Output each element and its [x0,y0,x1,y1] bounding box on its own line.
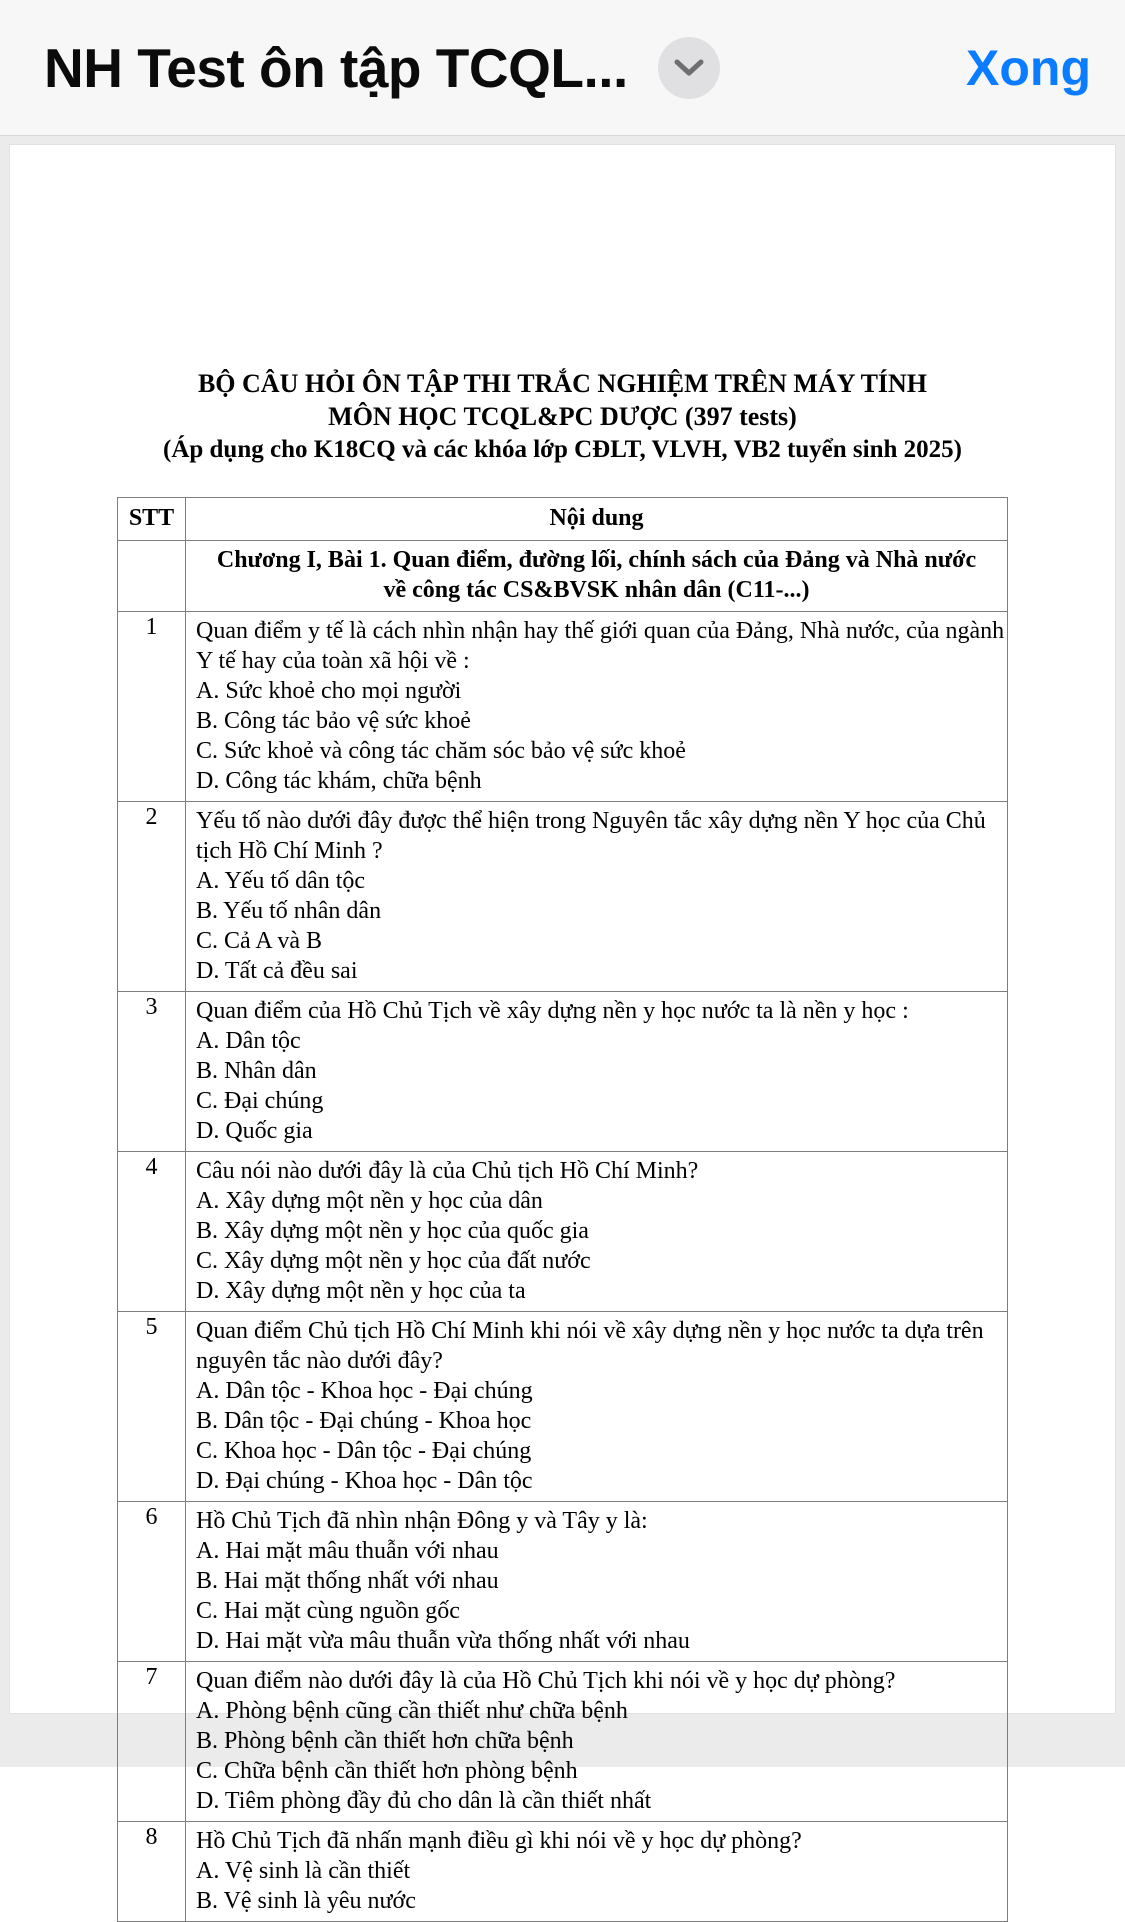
answer-option: B. Dân tộc - Đại chúng - Khoa học [196,1408,532,1434]
question-content-cell [186,802,1008,992]
question-number-cell: 1 [118,612,186,802]
question-number-cell: 6 [118,1502,186,1662]
question-number-cell: 7 [118,1662,186,1822]
answer-option: B. Công tác bảo vệ sức khoẻ [196,708,471,734]
document-scroll-area[interactable] [0,136,1125,1914]
answer-option: B. Vệ sinh là yêu nước [196,1888,416,1914]
answer-option: C. Cả A và B [196,928,323,954]
answer-option: A. Hai mặt mâu thuẫn với nhau [196,1538,499,1564]
answer-option: D. Quốc gia [196,1118,313,1144]
answer-option: C. Xây dựng một nền y học của đất nước [196,1248,591,1274]
table-header-row [118,498,1008,541]
question-number-cell: 4 [118,1152,186,1312]
question-text-line: nguyên tắc nào dưới đây? [196,1348,443,1374]
answer-option: D. Xây dựng một nền y học của ta [196,1278,526,1304]
answer-option: A. Yếu tố dân tộc [196,868,366,894]
question-text-line: Hồ Chủ Tịch đã nhìn nhận Đông y và Tây y là: [196,1508,648,1534]
question-text-line: Quan điểm của Hồ Chủ Tịch về xây dựng nền y học nước ta là nền y học : [196,998,909,1024]
answer-option: B. Xây dựng một nền y học của quốc gia [196,1218,589,1244]
answer-option: C. Khoa học - Dân tộc - Đại chúng [196,1438,532,1464]
table-body [118,541,1008,1922]
question-number-cell: 2 [118,802,186,992]
chevron-down-icon [674,58,704,78]
document-page [9,144,1116,1914]
answer-option: B. Phòng bệnh cần thiết hơn chữa bệnh [196,1728,574,1754]
table-row [118,1662,1008,1822]
answer-option: D. Đại chúng - Khoa học - Dân tộc [196,1468,533,1494]
question-text-line: Hồ Chủ Tịch đã nhấn mạnh điều gì khi nói về y học dự phòng? [196,1828,802,1854]
answer-option: B. Nhân dân [196,1058,317,1084]
table-row [118,802,1008,992]
column-header-stt: STT [118,498,186,541]
question-content-cell [186,1312,1008,1502]
column-header-noi-dung: Nội dung [186,498,1008,541]
question-text-line: Câu nói nào dưới đây là của Chủ tịch Hồ Chí Minh? [196,1158,699,1184]
answer-option: A. Xây dựng một nền y học của dân [196,1188,543,1214]
chapter-line-1: Chương I, Bài 1. Quan điểm, đường lối, chính sách của Đảng và Nhà nước [216,547,977,573]
answer-option: A. Phòng bệnh cũng cần thiết như chữa bệnh [196,1698,628,1724]
answer-option: A. Dân tộc - Khoa học - Đại chúng [196,1378,533,1404]
heading-line-3: (Áp dụng cho K18CQ và các khóa lớp CĐLT, VLVH, VB2 tuyển sinh 2025) [163,436,962,463]
answer-option: B. Hai mặt thống nhất với nhau [196,1568,499,1594]
answer-option: C. Chữa bệnh cần thiết hơn phòng bệnh [196,1758,578,1784]
table-row [118,992,1008,1152]
question-content-cell [186,1152,1008,1312]
table-row [118,1312,1008,1502]
question-text-line: Quan điểm nào dưới đây là của Hồ Chủ Tịch khi nói về y học dự phòng? [196,1668,896,1694]
question-text-line: Yếu tố nào dưới đây được thể hiện trong Nguyên tắc xây dựng nền Y học của Chủ [196,808,986,834]
chapter-line-2: về công tác CS&BVSK nhân dân (C11-...) [383,577,810,603]
table-row [118,612,1008,802]
question-content-cell [186,1822,1008,1922]
question-content-cell [186,992,1008,1152]
question-content-cell [186,1502,1008,1662]
heading-line-1: BỘ CÂU HỎI ÔN TẬP THI TRẮC NGHIỆM TRÊN MÁY TÍNH [197,369,928,398]
chapter-title-cell [186,541,1008,612]
answer-option: D. Công tác khám, chữa bệnh [196,768,482,794]
heading-line-2: MÔN HỌC TCQL&PC DƯỢC (397 tests) [328,402,797,431]
answer-option: D. Hai mặt vừa mâu thuẫn vừa thống nhất với nhau [196,1628,690,1654]
table-row [118,1152,1008,1312]
answer-option: A. Dân tộc [196,1028,301,1054]
question-text-line: Quan điểm y tế là cách nhìn nhận hay thế giới quan của Đảng, Nhà nước, của ngành [196,618,1005,644]
question-text-line: Y tế hay của toàn xã hội về : [196,648,470,674]
question-content-cell [186,1662,1008,1822]
table-row [118,1822,1008,1922]
question-number-cell: 5 [118,1312,186,1502]
answer-option: D. Tất cả đều sai [196,958,358,984]
question-number-cell: 3 [118,992,186,1152]
table-row [118,1502,1008,1662]
document-heading [117,145,1008,466]
question-table [117,497,1008,1922]
question-text-line: tịch Hồ Chí Minh ? [196,838,383,864]
answer-option: A. Vệ sinh là cần thiết [196,1858,411,1884]
answer-option: D. Tiêm phòng đầy đủ cho dân là cần thiết nhất [196,1788,652,1814]
top-navigation-bar [0,0,1125,136]
page-title: NH Test ôn tập TCQL... [44,36,628,99]
chapter-row [118,541,1008,612]
answer-option: B. Yếu tố nhân dân [196,898,382,924]
question-text-line: Quan điểm Chủ tịch Hồ Chí Minh khi nói về xây dựng nền y học nước ta dựa trên [196,1318,984,1344]
answer-option: C. Sức khoẻ và công tác chăm sóc bảo vệ sức khoẻ [196,738,686,764]
question-content-cell [186,612,1008,802]
chapter-stt-cell [118,541,186,612]
done-button[interactable]: Xong [966,39,1091,96]
answer-option: C. Đại chúng [196,1088,324,1114]
chevron-down-button[interactable] [658,37,720,99]
answer-option: A. Sức khoẻ cho mọi người [196,678,462,704]
question-number-cell: 8 [118,1822,186,1922]
answer-option: C. Hai mặt cùng nguồn gốc [196,1598,460,1624]
table-head [118,498,1008,541]
